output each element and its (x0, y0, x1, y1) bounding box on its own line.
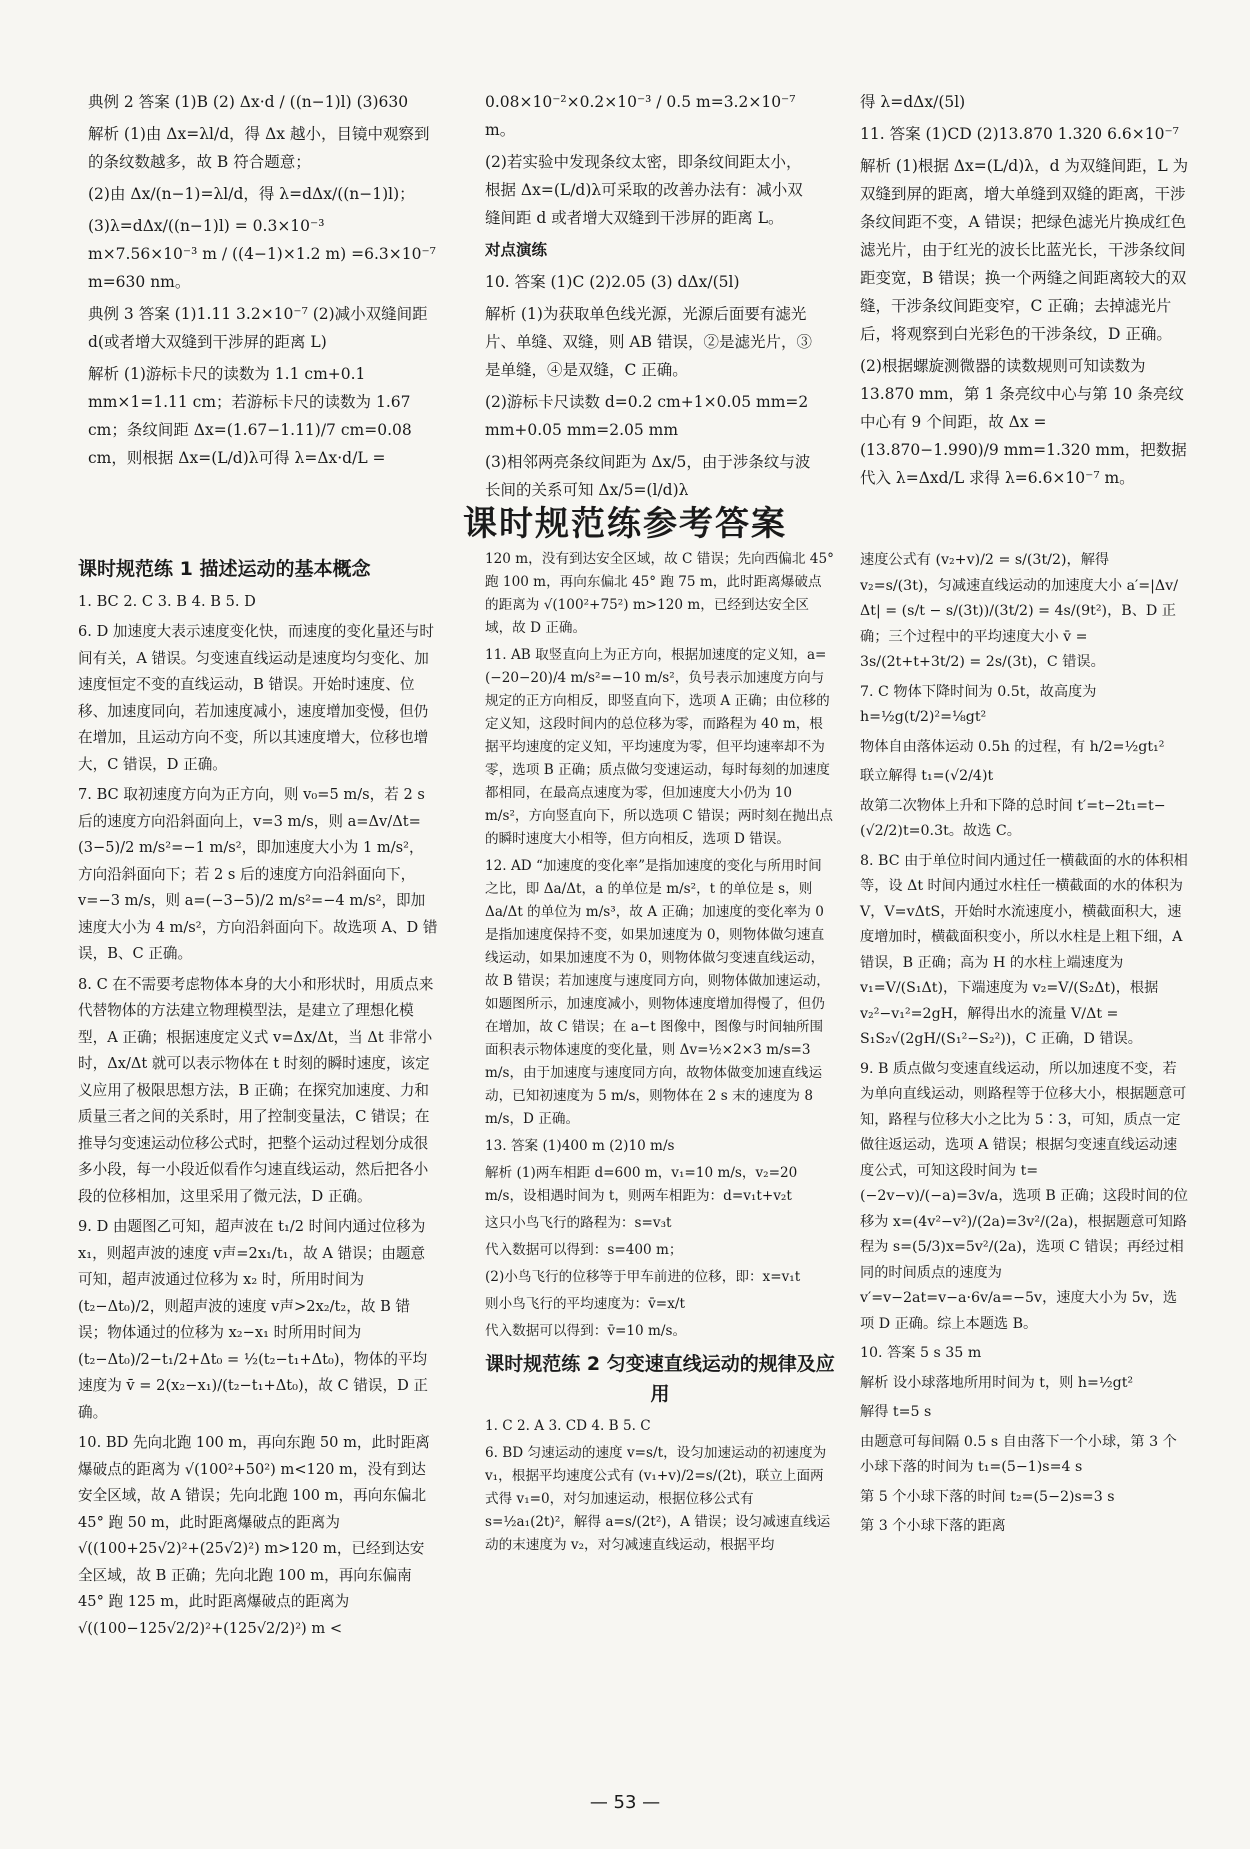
section-heading: 课时规范练 2 匀变速直线运动的规律及应用 (485, 1353, 835, 1405)
paragraph: 第 3 个小球下落的距离 (860, 1518, 1006, 1534)
paragraph: 代入数据可以得到：s=400 m； (485, 1242, 683, 1258)
paragraph: 得 λ=dΔx/(5l) (860, 93, 966, 111)
paragraph: (2)根据螺旋测微器的读数规则可知读数为 13.870 mm，第 1 条亮纹中心与第 10 条亮纹中心有 9 个间距，故 Δx = (13.870−1.990)/9 mm=1.320 mm，把数据代入 λ=Δxd/L 求得 λ=6.6×10⁻⁷ m。 (860, 357, 1187, 487)
paragraph: 8. C 在不需要考虑物体本身的大小和形状时，用质点来代替物体的方法建立物理模型法，是建立了理想化模型，A 正确；根据速度定义式 v=Δx/Δt，当 Δt 非常小时，Δx/Δt 就可以表示物体在 t 时刻的瞬时速度，该定义应用了极限思想方法，B 正确；在探究加速度、力和质量三者之间的关系时，用了控制变量法，C 错误；在推导匀变速运动位移公式时，把整个运动过程划分成很多小段，每一小段近似看作匀速直线运动，然后把各小段的位移相加，这里采用了微元法，D 正确。 (78, 975, 434, 1205)
page-title: 课时规范练参考答案 (463, 504, 787, 544)
top-column-1 (88, 88, 438, 476)
paragraph: 解得 t=5 s (860, 1404, 932, 1420)
paragraph: 10. 答案 5 s 35 m (860, 1345, 982, 1361)
paragraph: 7. BC 取初速度方向为正方向，则 v₀=5 m/s，若 2 s 后的速度方向沿斜面向上，v=3 m/s，则 a=Δv/Δt=(3−5)/2 m/s²=−1 m/s²，即加速度大小为 1 m/s²，方向沿斜面向下；若 2 s 后的速度方向沿斜面向下，v=−3 m/s，则 a=(−3−5)/2 m/s²=−4 m/s²，即加速度大小为 4 m/s²，方向沿斜面向下。故选项 A、D 错误，B、C 正确。 (78, 786, 438, 962)
paragraph: 8. BC 由于单位时间内通过任一横截面的水的体积相等，设 Δt 时间内通过水柱任一横截面的水的体积为 V，V=vΔtS，开始时水流速度小，横截面积大，速度增加时，横截面积变小，所以水柱是上粗下细，A 错误，B 正确；高为 H 的水柱上端速度为 v₁=V/(S₁Δt)，下端速度为 v₂=V/(S₂Δt)，根据 v₂²−v₁²=2gH，解得出水的流量 V/Δt = S₁S₂√(2gH/(S₁²−S₂²))，C 正确，D 错误。 (860, 852, 1188, 1047)
paragraph: 10. 答案 (1)C (2)2.05 (3) dΔx/(5l) (485, 273, 740, 291)
paragraph: 6. BD 匀速运动的速度 v=s/t，设匀加速运动的初速度为 v₁，根据平均速度公式有 (v₁+v)/2=s/(2t)，联立上面两式得 v₁=0，对匀加速运动，根据位移公式有 s=½a₁(2t)²，解得 a=s/(2t²)，A 错误；设匀减速直线运动的末速度为 v₂，对匀减速直线运动，根据平均 (485, 1445, 831, 1553)
paragraph: 物体自由落体运动 0.5h 的过程，有 h/2=½gt₁² (860, 738, 1165, 755)
paragraph: 典例 3 答案 (1)1.11 3.2×10⁻⁷ (2)减小双缝间距 d(或者增大双缝到干涉屏的距离 L) (88, 305, 428, 351)
paragraph: 6. D 加速度大表示速度变化快，而速度的变化量还与时间有关，A 错误。匀变速直线运动是速度均匀变化、加速度恒定不变的直线运动，B 错误。开始时速度、位移、加速度同向，若加速度减小，速度增加变慢，但仍在增加，且运动方向不变，所以其速度增大，位移也增大，C 错误，D 正确。 (78, 623, 434, 773)
paragraph: 联立解得 t₁=(√2/4)t (860, 768, 994, 784)
paragraph: 11. AB 取竖直向上为正方向，根据加速度的定义知，a=(−20−20)/4 m/s²=−10 m/s²，负号表示加速度方向与规定的正方向相反，即竖直向下，选项 A 正确；由位移的定义知，这段时间内的总位移为零，而路程为 40 m，根据平均速度的定义知，平均速度为零，但平均速率却不为零，选项 B 正确；质点做匀变速运动，每时每刻的加速度都相同，在最高点速度为零，但加速度大小仍为 10 m/s²，方向竖直向下，所以选项 C 错误；两时刻在抛出点的瞬时速度大小相等，但方向相反，选项 D 错误。 (485, 647, 833, 847)
section-heading: 课时规范练 1 描述运动的基本概念 (78, 558, 371, 580)
paragraph: 第 5 个小球下落的时间 t₂=(5−2)s=3 s (860, 1488, 1115, 1505)
paragraph: 13. 答案 (1)400 m (2)10 m/s (485, 1138, 675, 1154)
paragraph: 1. BC 2. C 3. B 4. B 5. D (78, 592, 256, 610)
paragraph: 解析 (1)为获取单色线光源，光源后面要有滤光片、单缝、双缝，则 AB 错误，②是滤光片，③是单缝，④是双缝，C 正确。 (485, 305, 812, 379)
paragraph: (3)相邻两亮条纹间距为 Δx/5，由于涉条纹与波长间的关系可知 Δx/5=(l/d)λ (485, 453, 811, 499)
paragraph: 解析 设小球落地所用时间为 t，则 h=½gt² (860, 1374, 1134, 1391)
paragraph: (2)游标卡尺读数 d=0.2 cm+1×0.05 mm=2 mm+0.05 mm=2.05 mm (485, 393, 809, 439)
paragraph: 9. B 质点做匀变速直线运动，所以加速度不变，若为单向直线运动，则路程等于位移大小，根据题意可知，路程与位移大小之比为 5∶3，可知，质点一定做往返运动，选项 A 错误；根据匀变速直线运动速度公式，可知这段时间为 t=(−2v−v)/(−a)=3v/a，选项 B 正确；这段时间的位移为 x=(4v²−v²)/(2a)=3v²/(2a)，根据题意可知路程为 s=(5/3)x=5v²/(2a)，选项 C 错误；再经过相同的时间质点的速度为 v′=v−2at=v−a·6v/a=−5v，速度大小为 5v，选项 D 正确。综上本题选 B。 (860, 1060, 1188, 1332)
paragraph: 0.08×10⁻²×0.2×10⁻³ / 0.5 m=3.2×10⁻⁷ m。 (485, 93, 796, 139)
paragraph: 则小鸟飞行的平均速度为：v̄=x/t (485, 1296, 685, 1312)
paragraph: 7. C 物体下降时间为 0.5t，故高度为 h=½g(t/2)²=⅛gt² (860, 683, 1097, 725)
paragraph: 10. BD 先向北跑 100 m，再向东跑 50 m，此时距离爆破点的距离为 √(100²+50²) m<120 m，没有到达安全区域，故 A 错误；先向北跑 100 m，再向东偏北 45° 跑 50 m，此时距离爆破点的距离为 √((100+25√2)²+(25√2)²) m>120 m，已经到达安全区域，故 B 正确；先向北跑 100 m，再向东偏南 45° 跑 125 m，此时距离爆破点的距离为 √((100−125√2/2)²+(125√2/2)²) m < (78, 1434, 430, 1637)
paragraph: 11. 答案 (1)CD (2)13.870 1.320 6.6×10⁻⁷ (860, 125, 1179, 143)
top-column-2 (485, 88, 815, 508)
paragraph: 解析 (1)由 Δx=λl/d，得 Δx 越小，目镜中观察到的条纹数越多，故 B 符合题意； (88, 125, 430, 171)
paragraph: 120 m，没有到达安全区域，故 C 错误；先向西偏北 45° 跑 100 m，再向东偏北 45° 跑 75 m，此时距离爆破点的距离为 √(100²+75²) m>120 m，已经到达安全区域，故 D 正确。 (485, 551, 834, 636)
paragraph: (2)由 Δx/(n−1)=λl/d，得 λ=dΔx/((n−1)l)； (88, 185, 415, 203)
paragraph: 解析 (1)根据 Δx=(L/d)λ，d 为双缝间距，L 为双缝到屏的距离，增大单缝到双缝的距离，干涉条纹间距不变，A 错误；把绿色滤光片换成红色滤光片，由于红光的波长比蓝光长，干涉条纹间距变宽，B 错误；换一个两缝之间距离较大的双缝，干涉条纹间距变窄，C 正确；去掉滤光片后，将观察到白光彩色的干涉条纹，D 正确。 (860, 157, 1189, 343)
paragraph: (3)λ=dΔx/((n−1)l) = 0.3×10⁻³ m×7.56×10⁻³ m / ((4−1)×1.2 m) =6.3×10⁻⁷ m=630 nm。 (88, 217, 436, 291)
paragraph: 故第二次物体上升和下降的总时间 t′=t−2t₁=t−(√2/2)t=0.3t。故选 C。 (860, 797, 1166, 839)
bottom-column-1 (78, 556, 438, 1646)
paragraph: 典例 2 答案 (1)B (2) Δx·d / ((n−1)l) (3)630 (88, 93, 409, 111)
bottom-column-2 (485, 548, 835, 1561)
top-column-3 (860, 88, 1190, 496)
paragraph: 12. AD “加速度的变化率”是指加速度的变化与所用时间之比，即 Δa/Δt，a 的单位是 m/s²，t 的单位是 s，则 Δa/Δt 的单位为 m/s³，故 A 正确；加速度的变化率为 0 是指加速度保持不变，如果加速度为 0，则物体做匀速直线运动，如果加速度不为 0，则物体做匀变速直线运动，故 B 错误；若加速度与速度同方向，则物体做加速运动，如题图所示，加速度减小，则物体速度增加得慢了，但仍在增加，故 C 错误；在 a−t 图像中，图像与时间轴所围面积表示物体速度的变化量，则 Δv=½×2×3 m/s=3 m/s，由于加速度与速度同方向，故物体做变加速直线运动，已知初速度为 5 m/s，则物体在 2 s 末的速度为 8 m/s，D 正确。 (485, 858, 830, 1127)
paragraph: 代入数据可以得到：v̄=10 m/s。 (485, 1323, 687, 1339)
paragraph: (2)若实验中发现条纹太密，即条纹间距太小，根据 Δx=(L/d)λ可采取的改善办法有：减小双缝间距 d 或者增大双缝到干涉屏的距离 L。 (485, 153, 803, 227)
page-number: — 53 — (589, 1792, 661, 1813)
paragraph: (2)小鸟飞行的位移等于甲车前进的位移，即：x=v₁t (485, 1269, 801, 1285)
paragraph: 这只小鸟飞行的路程为：s=v₃t (485, 1215, 672, 1231)
paragraph: 由题意可每间隔 0.5 s 自由落下一个小球，第 3 个小球下落的时间为 t₁=(5−1)s=4 s (860, 1433, 1177, 1475)
paragraph: 速度公式有 (v₂+v)/2 = s/(3t/2)，解得 v₂=s/(3t)，匀减速直线运动的加速度大小 a′=|Δv/Δt| = (s/t − s/(3t))/(3t/2) = 4s/(9t²)，B、D 正确；三个过程中的平均速度大小 v̄ = 3s/(2t+t+3t/2) = 2s/(3t)，C 错误。 (860, 552, 1178, 670)
bottom-column-3 (860, 548, 1190, 1544)
paragraph: 9. D 由题图乙可知，超声波在 t₁/2 时间内通过位移为 x₁，则超声波的速度 v声=2x₁/t₁，故 A 错误；由题意可知，超声波通过位移为 x₂ 时，所用时间为 (t₂−Δt₀)/2，则超声波的速度 v声>2x₂/t₂，故 B 错误；物体通过的位移为 x₂−x₁ 时所用时间为 (t₂−Δt₀)/2−t₁/2+Δt₀ = ½(t₂−t₁+Δt₀)，物体的平均速度为 v̄ = 2(x₂−x₁)/(t₂−t₁+Δt₀)，故 C 错误，D 正确。 (78, 1218, 429, 1421)
paragraph: 1. C 2. A 3. CD 4. B 5. C (485, 1418, 651, 1434)
paragraph: 解析 (1)两车相距 d=600 m，v₁=10 m/s，v₂=20 m/s，设相遇时间为 t，则两车相距为：d=v₁t+v₂t (485, 1165, 798, 1204)
paragraph: 解析 (1)游标卡尺的读数为 1.1 cm+0.1 mm×1=1.11 cm；若游标卡尺的读数为 1.67 cm；条纹间距 Δx=(1.67−1.11)/7 cm=0.08 cm，则根据 Δx=(L/d)λ可得 λ=Δx·d/L = (88, 365, 412, 467)
section-label: 对点演练 (485, 241, 548, 259)
